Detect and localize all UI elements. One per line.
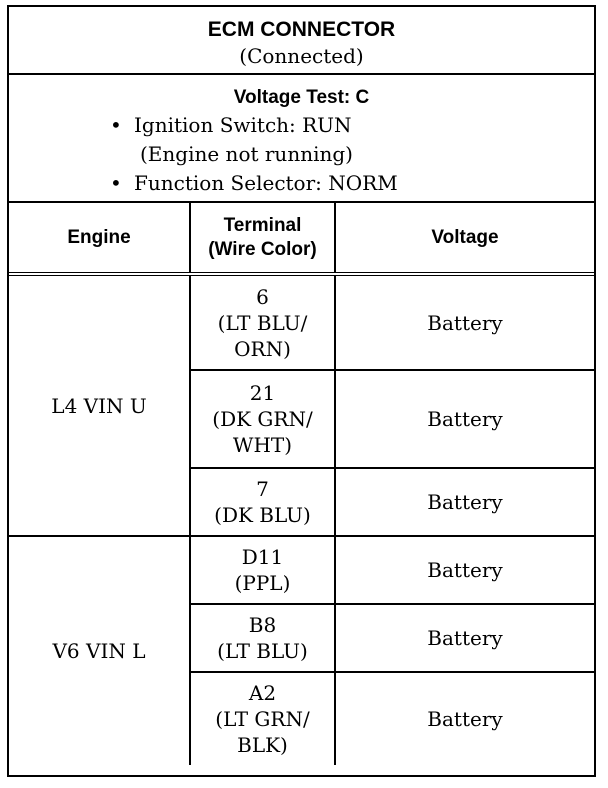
terminal-number: A2 <box>248 681 277 705</box>
condition-text: Ignition Switch: RUN <box>134 113 352 137</box>
terminal-cell <box>190 274 335 370</box>
engine-cell: L4 VIN U <box>51 393 147 418</box>
voltage-cell: Battery <box>335 604 594 672</box>
terminal-cell <box>190 468 335 536</box>
terminal-cell <box>190 536 335 604</box>
terminal-number: 6 <box>256 284 269 309</box>
ecm-connector-chart <box>7 5 596 777</box>
wire-color: (LT BLU) <box>217 639 308 663</box>
header-engine: Engine <box>9 203 190 274</box>
chart-subtitle: (Connected) <box>239 44 364 68</box>
terminal-cell <box>190 370 335 468</box>
bullet-icon: • <box>110 171 122 195</box>
header-terminal <box>190 203 335 274</box>
terminal-number: 21 <box>249 381 276 405</box>
condition-subtext: (Engine not running) <box>140 142 353 166</box>
voltage-cell: Battery <box>335 468 594 536</box>
table-row <box>9 536 594 604</box>
wire-color-cont: BLK) <box>237 733 288 757</box>
bullet-icon: • <box>110 113 122 137</box>
table-header-row <box>9 203 594 274</box>
wire-color: (DK GRN/ <box>212 407 313 431</box>
test-conditions <box>9 75 594 203</box>
test-heading: Voltage Test: C <box>233 87 370 108</box>
header-voltage: Voltage <box>335 203 594 274</box>
wire-color-cont: ORN) <box>234 336 291 361</box>
header-terminal-line2: (Wire Color) <box>208 238 317 260</box>
title-block <box>9 7 594 75</box>
engine-cell: V6 VIN L <box>9 536 190 765</box>
condition-text: Function Selector: NORM <box>134 171 398 195</box>
voltage-cell: Battery <box>335 536 594 604</box>
voltage-table <box>9 203 594 765</box>
chart-title: ECM CONNECTOR <box>207 18 396 41</box>
terminal-number: D11 <box>241 545 284 569</box>
terminal-cell <box>190 604 335 672</box>
wire-color-cont: WHT) <box>232 433 293 457</box>
terminal-number: 7 <box>256 477 269 501</box>
wire-color: (LT GRN/ <box>215 707 310 731</box>
voltage-cell: Battery <box>335 370 594 468</box>
table-row <box>9 274 594 370</box>
condition-list <box>9 111 594 198</box>
condition-item-function-selector <box>9 169 594 198</box>
terminal-cell <box>190 672 335 765</box>
voltage-cell: Battery <box>427 310 503 335</box>
voltage-cell: Battery <box>335 672 594 765</box>
terminal-number: B8 <box>248 613 277 637</box>
wire-color: (DK BLU) <box>214 503 311 527</box>
wire-color: (PPL) <box>234 571 291 595</box>
wire-color: (LT BLU/ <box>217 310 308 335</box>
condition-item-ignition <box>9 111 594 169</box>
header-terminal-line1: Terminal <box>223 214 302 236</box>
